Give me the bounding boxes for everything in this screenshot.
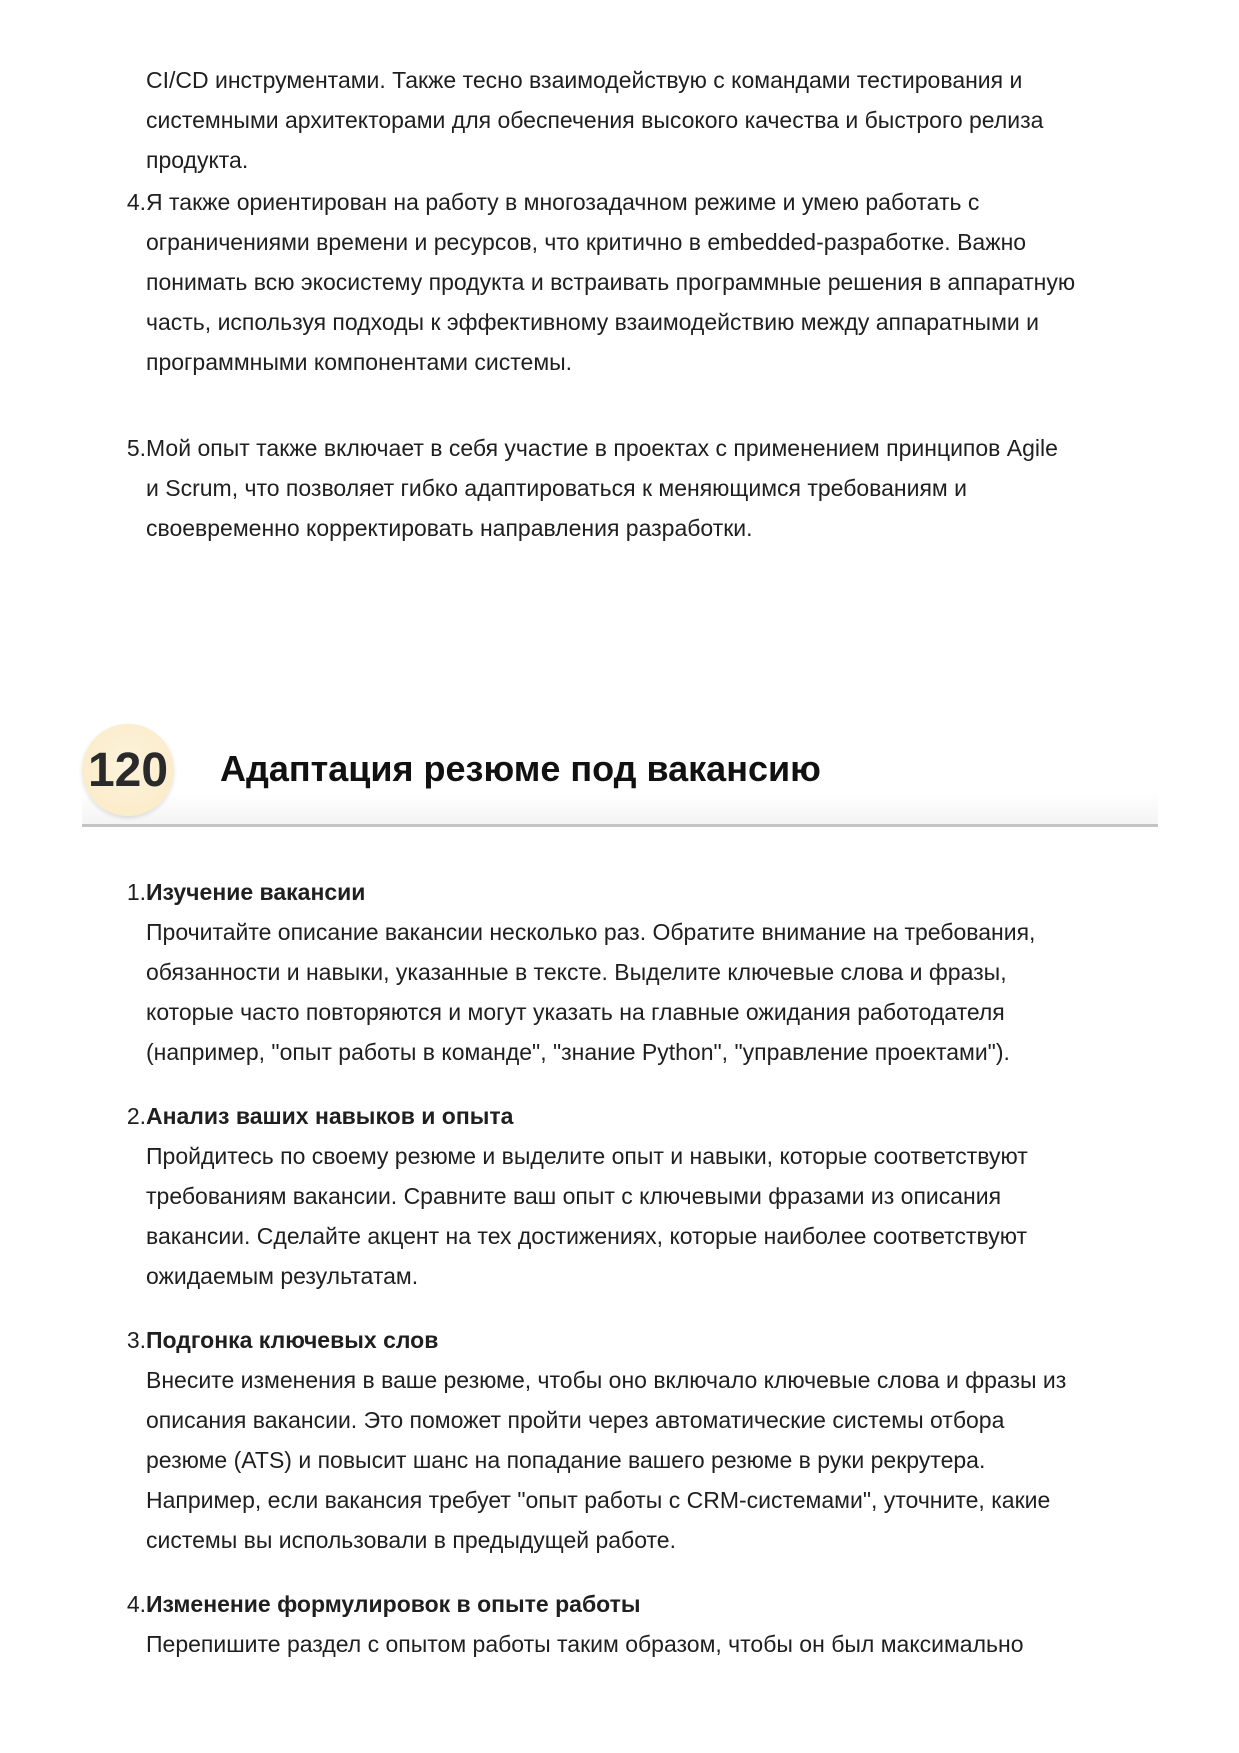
list-item-line: системы вы использовали в предыдущей работе.: [146, 1527, 676, 1553]
list-item-number: 5.: [126, 435, 146, 461]
list-item-number: 4.: [126, 189, 146, 215]
list-item: [120, 872, 1170, 1072]
section-header: [82, 720, 1158, 826]
list-item-number: 3.: [126, 1327, 146, 1353]
list-item: [120, 182, 1170, 382]
list-item: [120, 428, 1170, 548]
list-item-line: которые часто повторяются и могут указать на главные ожидания работодателя: [146, 999, 1005, 1025]
continued-paragraph: [146, 60, 1166, 180]
list-item-line: Мой опыт также включает в себя участие в проектах с применением принципов Agile: [146, 435, 1058, 461]
list-item-line: резюме (ATS) и повысит шанс на попадание вашего резюме в руки рекрутера.: [146, 1447, 986, 1473]
list-item-line: Прочитайте описание вакансии несколько раз. Обратите внимание на требования,: [146, 919, 1036, 945]
list-item-line: описания вакансии. Это поможет пройти через автоматические системы отбора: [146, 1407, 1005, 1433]
paragraph-line: системными архитекторами для обеспечения высокого качества и быстрого релиза: [146, 107, 1044, 133]
list-item-line: обязанности и навыки, указанные в тексте. Выделите ключевые слова и фразы,: [146, 959, 1007, 985]
list-item-line: Пройдитесь по своему резюме и выделите опыт и навыки, которые соответствуют: [146, 1143, 1028, 1169]
list-item-line: часть, используя подходы к эффективному взаимодействию между аппаратными и: [146, 309, 1039, 335]
list-item-line: и Scrum, что позволяет гибко адаптироваться к меняющимся требованиям и: [146, 475, 967, 501]
list-item-line: вакансии. Сделайте акцент на тех достижениях, которые наиболее соответствуют: [146, 1223, 1027, 1249]
list-item: [120, 1320, 1170, 1560]
list-item-line: Я также ориентирован на работу в многозадачном режиме и умею работать с: [146, 189, 980, 215]
list-item: [120, 1584, 1170, 1664]
list-item-line: программными компонентами системы.: [146, 349, 573, 375]
section-number-badge: 120: [82, 724, 174, 816]
list-item-line: понимать всю экосистему продукта и встраивать программные решения в аппаратную: [146, 269, 1076, 295]
list-item: [120, 1096, 1170, 1296]
list-item-line: (например, "опыт работы в команде", "знание Python", "управление проектами").: [146, 1039, 1010, 1065]
list-item-line: Внесите изменения в ваше резюме, чтобы оно включало ключевые слова и фразы из: [146, 1367, 1067, 1393]
list-item-line: требованиям вакансии. Сравните ваш опыт с ключевыми фразами из описания: [146, 1183, 1002, 1209]
list-item-line: своевременно корректировать направления разработки.: [146, 515, 753, 541]
list-item-line: Перепишите раздел с опытом работы таким образом, чтобы он был максимально: [146, 1631, 1024, 1657]
section-title: Адаптация резюме под вакансию: [220, 748, 821, 789]
list-item-number: 2.: [126, 1103, 146, 1129]
list-item-line: ожидаемым результатам.: [146, 1263, 419, 1289]
list-item-line: ограничениями времени и ресурсов, что критично в embedded-разработке. Важно: [146, 229, 1027, 255]
list-item-number: 1.: [126, 879, 146, 905]
list-item-title: Изучение вакансии: [146, 879, 366, 905]
list-item-title: Подгонка ключевых слов: [146, 1327, 439, 1353]
list-item-line: Например, если вакансия требует "опыт работы с CRM-системами", уточните, какие: [146, 1487, 1051, 1513]
list-item-title: Изменение формулировок в опыте работы: [146, 1591, 641, 1617]
paragraph-line: CI/CD инструментами. Также тесно взаимодействую с командами тестирования и: [146, 67, 1023, 93]
section-divider: [82, 824, 1158, 827]
list-item-number: 4.: [126, 1591, 146, 1617]
list-item-title: Анализ ваших навыков и опыта: [146, 1103, 514, 1129]
paragraph-line: продукта.: [146, 147, 249, 173]
